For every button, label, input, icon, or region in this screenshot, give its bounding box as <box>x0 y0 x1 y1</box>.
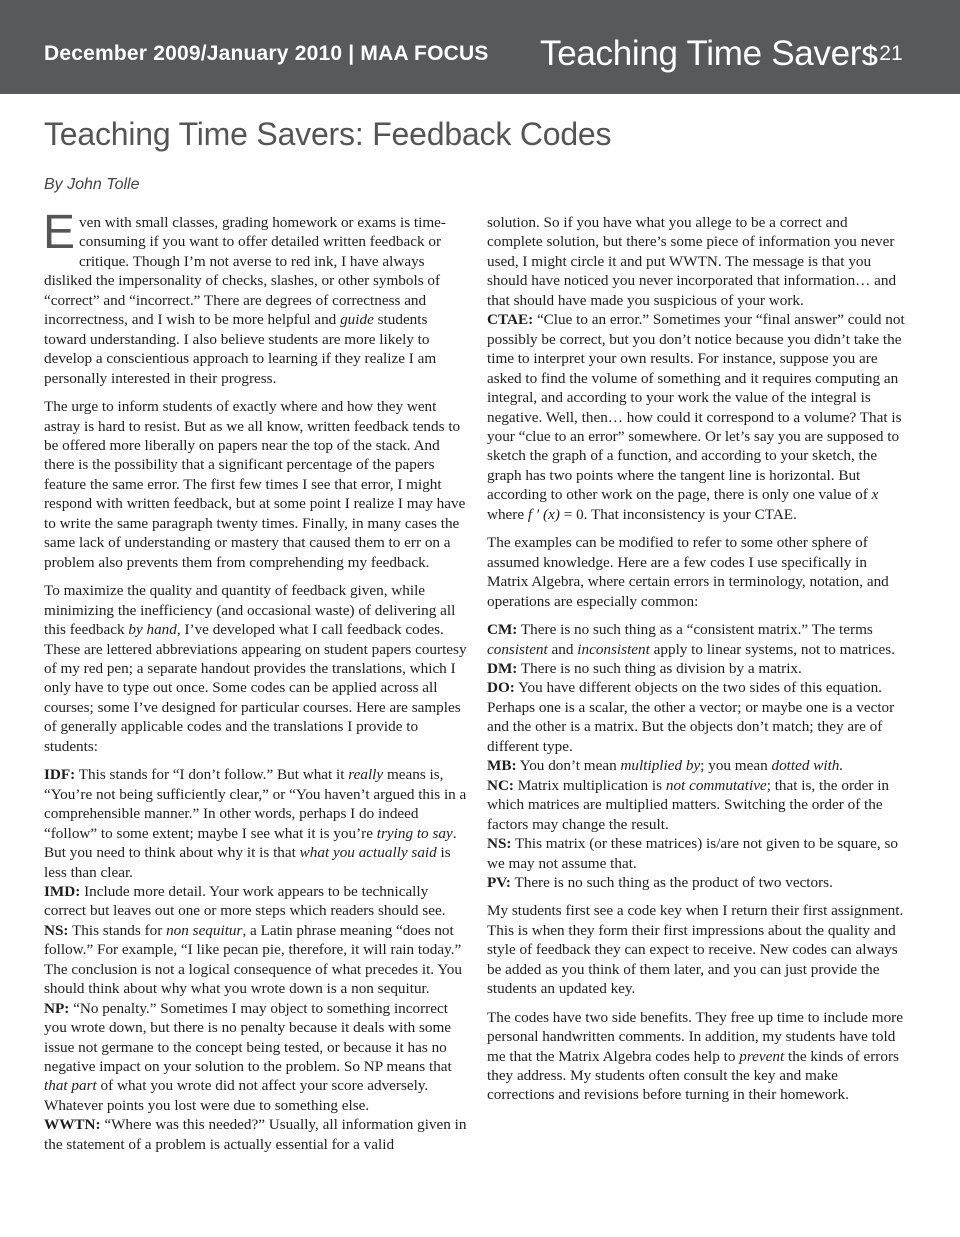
code-text: This matrix (or these matrices) is/are not given to be square, so we may not assume that. <box>487 835 898 872</box>
left-column <box>43 206 468 1154</box>
code-term: IMD: <box>44 882 81 900</box>
code-text: This stands for “I don’t follow.” But what it <box>75 766 349 784</box>
code-text: “No penalty.” Sometimes I may object to something incorrect you wrote down, but there is no penalty because it deals with some issue not germane to the concept being tested, or because it has no negative impact on your solution to the problem. So NP means that <box>44 999 452 1076</box>
math-variable: x <box>871 486 879 504</box>
emphasis: that part <box>44 1077 97 1095</box>
code-cm <box>487 620 907 659</box>
article-byline: By John Tolle <box>44 176 140 193</box>
code-term: NC: <box>487 776 514 794</box>
page-header <box>0 0 960 94</box>
code-text: “Where was this needed?” Usually, all information given in the statement of a problem is actually essential for a valid <box>44 1116 467 1153</box>
page-number: | 21 <box>868 42 903 65</box>
code-text: = 0. That inconsistency is your CTAE. <box>559 505 797 523</box>
code-text: Include more detail. Your work appears to be technically correct but leaves out one or more steps which readers should see. <box>44 882 446 920</box>
emphasis: guide <box>340 311 374 329</box>
drop-cap: E <box>43 206 76 259</box>
code-text: There is no such thing as a “consistent matrix.” The terms <box>517 621 873 639</box>
code-wwtn <box>44 1115 468 1154</box>
code-term: CTAE: <box>487 311 534 329</box>
emphasis: trying to say <box>376 824 453 842</box>
code-ctae <box>487 310 907 524</box>
code-dm <box>487 659 907 678</box>
emphasis: inconsistent <box>577 640 650 658</box>
code-wwtn-continued: solution. So if you have what you allege to be a correct and complete solution, but there’s some piece of information you never used, I might circle it and put WWTN. The message is that you should have noticed you never incorporated that information… and that should have made you suspicious of your work. <box>487 214 897 309</box>
code-term: DM: <box>487 659 518 677</box>
code-imd <box>44 882 468 921</box>
paragraph-intro <box>43 206 468 388</box>
paragraph-examples: The examples can be modified to refer to some other sphere of assumed knowledge. Here are a few codes I use specifically in Matrix Algebra, where certain errors in terminology, notation, and operations are especially common: <box>487 534 889 610</box>
emphasis: dotted with. <box>771 757 844 775</box>
emphasis: what you actually said <box>299 844 437 862</box>
article-title: Teaching Time Savers: Feedback Codes <box>44 116 612 152</box>
math-expression: f ′ (x) <box>527 505 560 523</box>
emphasis: by hand <box>128 621 177 639</box>
code-term: DO: <box>487 679 515 697</box>
code-np <box>44 999 468 1116</box>
code-text: “Clue to an error.” Sometimes your “final answer” could not possibly be correct, but you don’t notice because you didn’t take the time to interpret your own results. For instance, suppose you are asked to find the volume of something and it requires computing an integral, and according to your work the value of the integral is negative. Well, then… how could it correspond to a volume? That is your “clue to an error” somewhere. Or let’s say you are supposed to sketch the graph of a function, and according to your sketch, the graph has two points where the tangent line is horizontal. But according to other work on the page, there is only one value of <box>487 311 905 504</box>
paragraph-text: the kinds of errors they address. My students often consult the key and make corrections and revisions before turning in their homework. <box>487 1047 899 1104</box>
paragraph-text: The codes have two side benefits. They free up time to include more personal handwritten comments. In addition, my students have told me that the Matrix Algebra codes help to <box>487 1008 903 1065</box>
paragraph-urge: The urge to inform students of exactly where and how they went astray is hard to resist. But as we all know, written feedback tends to be offered more liberally on papers near the top of the stack. And there is the possibility that a significant percentage of the papers feature the same error. The first few times I see that error, I might respond with written feedback, but at some point I realize I may have to write the same paragraph twenty times. Finally, in many cases the same lack of understanding or mastery that caused them to err on a problem also prevents them from comprehending my feedback. <box>44 398 466 571</box>
emphasis: not commutative <box>665 776 767 794</box>
code-term: IDF: <box>44 766 76 784</box>
code-text: of what you wrote did not affect your score adversely. Whatever points you lost were due to something else. <box>44 1077 429 1114</box>
code-term: NS: <box>487 835 512 853</box>
code-ns <box>44 921 468 999</box>
paragraph-text: , I’ve developed what I call feedback codes. These are lettered abbreviations appearing on student papers courtesy of my red pen; a separate handout provides the translations, which I only have to type out once. Some codes can be applied across all courses; some I’ve designed for particular courses. Here are samples of generally applicable codes and the translations I provide to students: <box>44 621 467 755</box>
emphasis: really <box>348 766 384 784</box>
code-text: There is no such thing as the product of two vectors. <box>510 873 833 891</box>
issue-label: December 2009/January 2010 | MAA FOCUS <box>44 42 489 65</box>
code-text: is less than clear. <box>44 844 451 881</box>
code-term: NP: <box>44 999 70 1017</box>
code-pv <box>487 873 907 892</box>
code-term: MB: <box>487 757 517 775</box>
code-term: CM: <box>487 621 518 639</box>
code-text: where <box>487 505 528 523</box>
code-text: , a Latin phrase meaning “does not follow.” For example, “I like pecan pie, therefore, it will rain today.” The conclusion is not a logical consequence of what precedes it. You should think about why what you wrote down is a non sequitur. <box>44 921 462 998</box>
code-text: means is, “You’re not being sufficiently clear,” or “You haven’t argued this in a comprehensible manner.” In other words, perhaps I do indeed “follow” to some extent; maybe I see what it is you’re <box>44 766 467 842</box>
paragraph-text: ven with small classes, grading homework or exams is time-consuming if you want to offer detailed written feedback or critique. Though I’m not averse to red ink, I have always disliked the impersonality of checks, slashes, or other symbols of “correct” and “incorrect.” There are degrees of correctness and incorrectness, and I wish to be more helpful and <box>44 214 446 329</box>
code-term: WWTN: <box>44 1116 101 1134</box>
code-nc <box>487 776 907 834</box>
code-text: . But you need to think about why it is that <box>44 824 457 862</box>
emphasis: non sequitur <box>166 921 243 939</box>
code-ns-matrix <box>487 834 907 873</box>
code-text: You have different objects on the two sides of this equation. Perhaps one is a scalar, the other a vector; or maybe one is a vector and the other is a matrix. But the objects don’t match; they are of different type. <box>487 679 895 755</box>
code-text: ; you mean <box>700 757 772 775</box>
section-title: Teaching Time Savers <box>540 34 879 73</box>
code-term: PV: <box>487 873 511 891</box>
emphasis: multiplied by <box>620 757 701 775</box>
code-text: Matrix multiplication is <box>514 776 666 794</box>
code-term: NS: <box>44 921 69 939</box>
code-text: You don’t mean <box>516 757 621 775</box>
code-text: ; that is, the order in which matrices are multiplied matters. Switching the order of the factors may change the result. <box>487 776 890 833</box>
code-idf <box>44 765 468 882</box>
paragraph-students: My students first see a code key when I return their first assignment. This is when they form their first impressions about the quality and style of feedback they can expect to receive. New codes can always be added as you think of them later, and you can just provide the students an updated key. <box>487 902 904 998</box>
paragraph-maximize <box>44 581 468 756</box>
right-column <box>487 213 907 1114</box>
code-mb <box>487 756 907 775</box>
paragraph-text: To maximize the quality and quantity of feedback given, while minimizing the inefficiency (and occasional waste) of delivering all this feedback <box>44 582 456 639</box>
code-text: This stands for <box>68 921 167 939</box>
paragraph-benefits <box>487 1008 907 1105</box>
code-do <box>487 678 907 756</box>
code-text: apply to linear systems, not to matrices. <box>649 640 895 658</box>
emphasis: prevent <box>739 1047 785 1065</box>
paragraph-text: students toward understanding. I also believe students are more likely to develop a conscientious approach to learning if they realize I am personally interested in their progress. <box>44 311 437 387</box>
code-text: and <box>547 640 578 658</box>
emphasis: consistent <box>487 640 548 658</box>
code-text: There is no such thing as division by a matrix. <box>517 659 802 677</box>
